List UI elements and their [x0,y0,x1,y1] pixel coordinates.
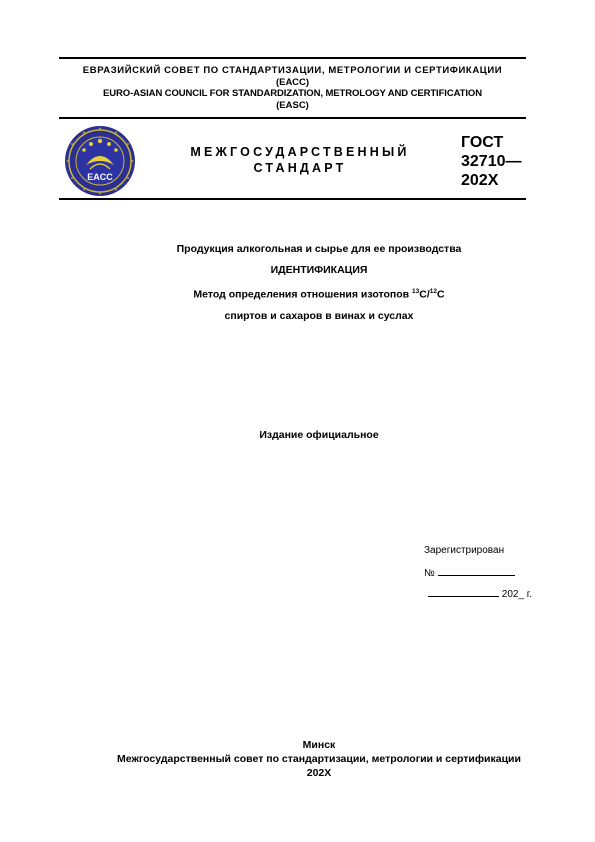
council-name-ru: ЕВРАЗИЙСКИЙ СОВЕТ ПО СТАНДАРТИЗАЦИИ, МЕТРОЛОГИИ И СЕРТИФИКАЦИИ [82,65,503,76]
registration-number-blank [438,566,515,576]
title-scope: спиртов и сахаров в винах и суслах [224,309,414,322]
registration-label: Зарегистрирован [424,545,505,556]
isotope-separator: / [426,288,430,301]
top-rule [59,57,526,59]
registration-year: 202_ г. [501,589,533,600]
registration-date [428,587,532,600]
council-abbr-ru: (ЕАСС) [275,76,309,88]
title-block-rule [59,198,526,200]
document-title [59,239,579,327]
isotope1-mass: 13 [412,288,420,295]
isotope1-symbol: C [419,288,427,301]
registration-number-prefix: № [424,568,435,579]
standard-type-line1: МЕЖГОСУДАРСТВЕННЫЙ [190,145,410,159]
isotope2-symbol: C [437,288,445,301]
footer-publisher: Межгосударственный совет по стандартизации, метрологии и сертификации [117,753,521,765]
header-rule [59,117,526,119]
council-abbr-en: (EASC) [276,99,309,111]
title-product: Продукция алкогольная и сырье для ее производства [176,243,462,255]
title-identification: ИДЕНТИФИКАЦИЯ [270,264,368,276]
standard-designation [461,133,522,190]
official-edition: Издание официальное [259,429,379,441]
registration-date-blank [428,587,499,597]
footer-city: Минск [302,739,336,751]
designation-gost: ГОСТ [461,134,504,151]
footer-year: 202X [306,767,332,779]
footer [59,738,579,780]
logo-text: EACC [87,172,113,182]
easc-emblem-icon [64,125,136,197]
title-method-prefix: Метод определения отношения изотопов [193,288,413,301]
designation-year: 202X [461,172,499,189]
isotope2-mass: 12 [429,288,438,295]
council-name-en: EURO-ASIAN COUNCIL FOR STANDARDIZATION, METROLOGY AND CERTIFICATION [103,88,482,99]
title-method [59,281,579,306]
designation-number: 32710— [461,153,522,170]
registration-number [424,566,515,579]
standard-type [176,144,424,176]
standard-type-line2: СТАНДАРТ [253,161,347,175]
council-header [59,65,526,111]
